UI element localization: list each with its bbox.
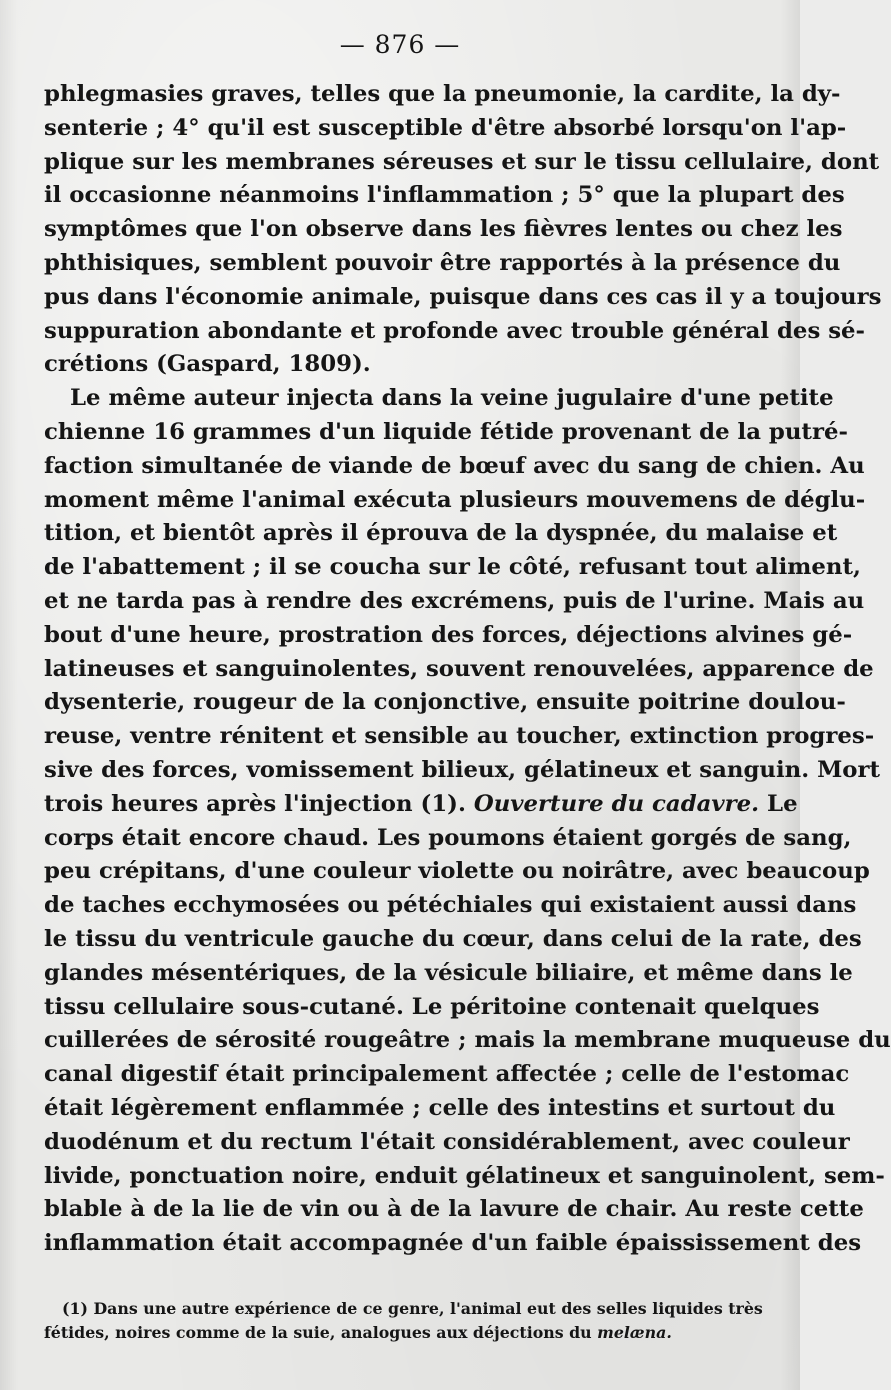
text-line: le tissu du ventricule gauche du cœur, dans celui de la rate, des — [44, 925, 862, 952]
text-line: tissu cellulaire sous-cutané. Le péritoine contenait quelques — [44, 993, 820, 1020]
text-segment: trois heures après l'injection (1). — [44, 790, 466, 817]
text-line: bout d'une heure, prostration des forces, déjections alvines gé- — [44, 621, 853, 648]
paragraph-start-line: Le même auteur injecta dans la veine jugulaire d'une petite — [70, 385, 834, 412]
text-line: suppuration abondante et profonde avec trouble général des sé- — [44, 317, 866, 344]
text-line: était légèrement enflammée ; celle des intestins et surtout du — [44, 1094, 836, 1121]
text-line: de l'abattement ; il se coucha sur le côté, refusant tout aliment, — [44, 554, 861, 581]
text-line: inflammation était accompagnée d'un faible épaississement des — [44, 1230, 862, 1257]
text-line: sive des forces, vomissement bilieux, gélatineux et sanguin. Mort — [44, 756, 881, 783]
text-line: chienne 16 grammes d'un liquide fétide provenant de la putré- — [44, 418, 848, 445]
text-line: livide, ponctuation noire, enduit gélatineux et sanguinolent, sem- — [44, 1162, 885, 1189]
text-line: glandes mésentériques, de la vésicule biliaire, et même dans le — [44, 959, 853, 986]
footnote-block — [44, 1297, 763, 1345]
italic-heading: Ouverture du cadavre. — [473, 790, 760, 817]
text-line: duodénum et du rectum l'était considérablement, avec couleur — [44, 1128, 850, 1155]
text-line: il occasionne néanmoins l'inflammation ; 5° que la plupart des — [44, 182, 845, 209]
text-line: et ne tarda pas à rendre des excrémens, puis de l'urine. Mais au — [44, 587, 865, 614]
main-text-block — [44, 78, 891, 1261]
text-line: pus dans l'économie animale, puisque dans ces cas il y a toujours — [44, 283, 882, 310]
text-line: reuse, ventre rénitent et sensible au toucher, extinction progres- — [44, 723, 875, 750]
text-line: plique sur les membranes séreuses et sur le tissu cellulaire, dont — [44, 148, 880, 175]
text-line-with-italic — [44, 788, 798, 822]
text-line: tition, et bientôt après il éprouva de la dyspnée, du malaise et — [44, 520, 838, 547]
text-line: latineuses et sanguinolentes, souvent renouvelées, apparence de — [44, 655, 874, 682]
text-line: corps était encore chaud. Les poumons étaient gorgés de sang, — [44, 824, 852, 851]
text-line: canal digestif était principalement affectée ; celle de l'estomac — [44, 1061, 850, 1088]
text-line: dysenterie, rougeur de la conjonctive, ensuite poitrine doulou- — [44, 689, 846, 716]
text-line: symptômes que l'on observe dans les fièvres lentes ou chez les — [44, 216, 843, 243]
text-segment: Le — [767, 790, 798, 817]
footnote-line-with-italic — [44, 1321, 756, 1345]
page-number: — 876 — — [339, 30, 461, 59]
text-line: phlegmasies graves, telles que la pneumonie, la cardite, la dy- — [44, 81, 841, 107]
text-line: de taches ecchymosées ou pétéchiales qui existaient aussi dans — [44, 892, 857, 919]
text-line: cuillerées de sérosité rougeâtre ; mais la membrane muqueuse du — [44, 1027, 891, 1054]
text-line: phthisiques, semblent pouvoir être rapportés à la présence du — [44, 249, 841, 276]
footnote-segment: fétides, noires comme de la suie, analogues aux déjections du — [44, 1323, 592, 1342]
text-line: senterie ; 4° qu'il est susceptible d'être absorbé lorsqu'on l'ap- — [44, 114, 847, 141]
text-line: blable à de la lie de vin ou à de la lavure de chair. Au reste cette — [44, 1196, 864, 1223]
footnote-line: (1) Dans une autre expérience de ce genre, l'animal eut des selles liquides très — [62, 1299, 763, 1318]
paragraph-end-line: crétions (Gaspard, 1809). — [44, 351, 371, 378]
text-line: faction simultanée de viande de bœuf avec du sang de chien. Au — [44, 452, 865, 479]
text-line: moment même l'animal exécuta plusieurs mouvemens de déglu- — [44, 486, 866, 513]
footnote-italic-term: melæna. — [597, 1323, 672, 1342]
text-line: peu crépitans, d'une couleur violette ou noirâtre, avec beaucoup — [44, 858, 870, 885]
